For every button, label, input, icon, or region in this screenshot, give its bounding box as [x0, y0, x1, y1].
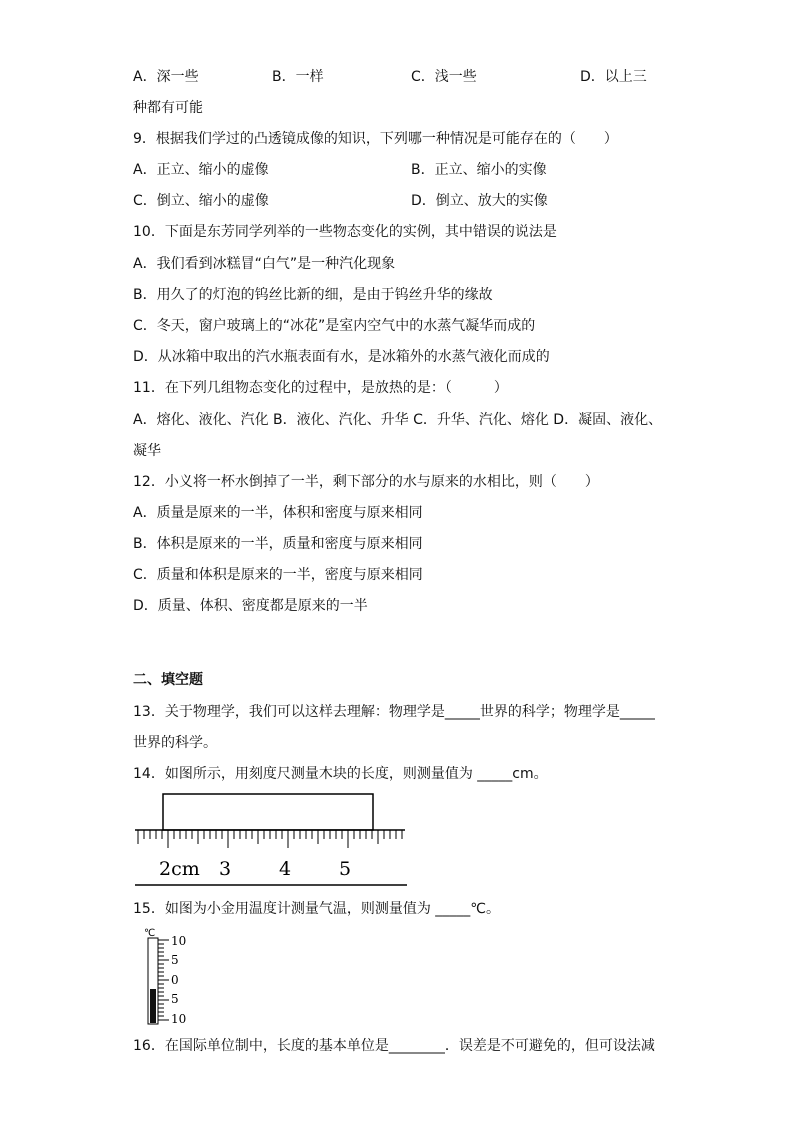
q9-option-b: B．正立、缩小的实像: [411, 162, 547, 178]
thermometer-figure: [138, 924, 198, 1026]
thermometer-ticks: [158, 940, 169, 1020]
q12-option-a: A．质量是原来的一半，体积和密度与原来相同: [133, 505, 423, 521]
q10-option-d: D．从冰箱中取出的汽水瓶表面有水，是冰箱外的水蒸气液化而成的: [133, 349, 550, 365]
ruler-ticks: [138, 830, 402, 848]
q13-line1: 13．关于物理学，我们可以这样去理解：物理学是_____世界的科学；物理学是_____: [133, 704, 655, 720]
section-title: 二、填空题: [133, 672, 203, 688]
q9-option-a: A．正立、缩小的虚像: [133, 162, 269, 178]
thermo-label-5-bottom: 5: [171, 992, 179, 1006]
q9-option-d: D．倒立、放大的实像: [411, 193, 548, 209]
q15-stem: 15．如图为小金用温度计测量气温，则测量值为 _____℃。: [133, 901, 500, 917]
q14-stem: 14．如图所示，用刻度尺测量木块的长度，则测量值为 _____cm。: [133, 766, 548, 782]
q10-option-a: A．我们看到冰糕冒“白气”是一种汽化现象: [133, 256, 396, 272]
q8-option-d: D．以上三: [580, 69, 647, 85]
q12-option-b: B．体积是原来的一半，质量和密度与原来相同: [133, 536, 423, 552]
q12-stem: 12．小义将一杯水倒掉了一半，剩下部分的水与原来的水相比，则（ ）: [133, 474, 599, 490]
q11-stem: 11．在下列几组物态变化的过程中，是放热的是：（ ）: [133, 380, 508, 396]
q8-option-d-continued: 种都有可能: [133, 100, 203, 116]
thermo-label-0: 0: [171, 973, 179, 987]
q9-option-c: C．倒立、缩小的虚像: [133, 193, 269, 209]
q10-option-b: B．用久了的灯泡的钨丝比新的细，是由于钨丝升华的缘故: [133, 287, 493, 303]
ruler-label-5: 5: [339, 858, 352, 880]
ruler-label-4: 4: [279, 858, 292, 880]
q10-stem: 10．下面是东芳同学列举的一些物态变化的实例，其中错误的说法是: [133, 224, 557, 240]
thermo-label-5-top: 5: [171, 953, 179, 967]
q16-stem: 16．在国际单位制中，长度的基本单位是________．误差是不可避免的，但可设法减: [133, 1038, 655, 1054]
q10-option-c: C．冬天，窗户玻璃上的“冰花”是室内空气中的水蒸气凝华而成的: [133, 318, 536, 334]
ruler-label-2cm: 2cm: [159, 858, 200, 880]
q8-option-a: A．深一些: [133, 69, 199, 85]
q13-line2: 世界的科学。: [133, 735, 217, 751]
q8-option-b: B．一样: [272, 69, 324, 85]
q11-options: A．熔化、液化、汽化 B．液化、汽化、升华 C．升华、汽化、熔化 D．凝固、液化、: [133, 412, 663, 428]
q12-option-d: D．质量、体积、密度都是原来的一半: [133, 598, 368, 614]
q8-option-c: C．浅一些: [411, 69, 477, 85]
q9-stem: 9．根据我们学过的凸透镜成像的知识，下列哪一种情况是可能存在的（ ）: [133, 131, 618, 147]
thermometer-unit: ℃: [144, 928, 156, 939]
wood-block: [163, 794, 373, 830]
thermometer-liquid: [150, 989, 156, 1023]
ruler-figure: [135, 792, 410, 888]
q11-options-continued: 凝华: [133, 443, 161, 459]
q12-option-c: C．质量和体积是原来的一半，密度与原来相同: [133, 567, 423, 583]
thermo-label-10-bottom: 10: [171, 1012, 187, 1026]
thermo-label-10-top: 10: [171, 934, 187, 948]
ruler-label-3: 3: [219, 858, 232, 880]
